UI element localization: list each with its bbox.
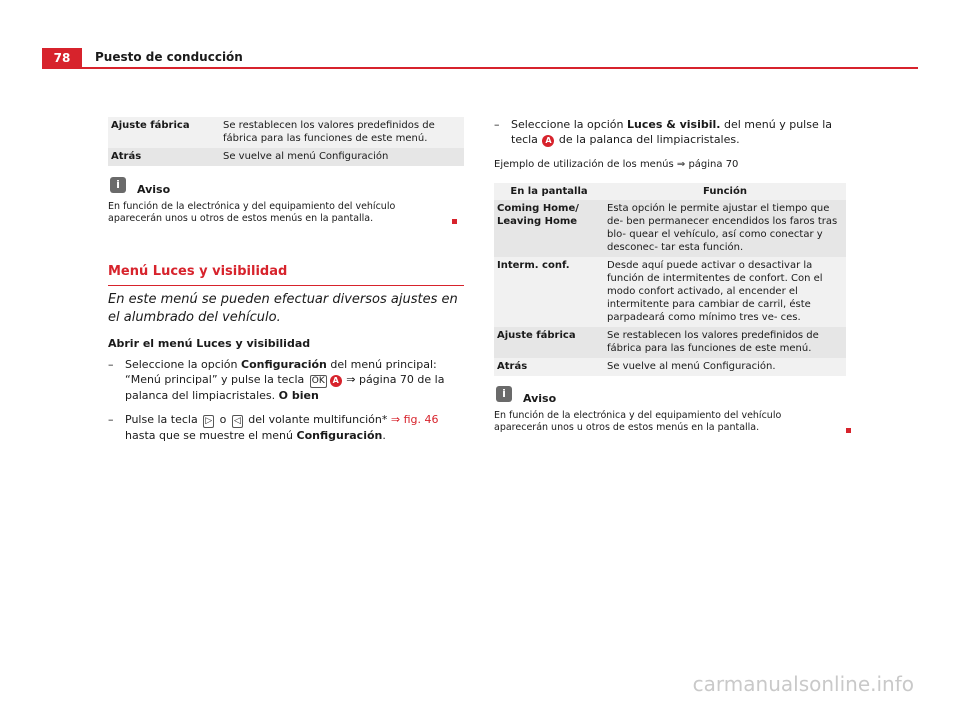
table-key: Interm. conf. bbox=[494, 257, 604, 327]
table-value: Se restablecen los valores predefinidos de fábrica para las funciones de este menú. bbox=[220, 117, 464, 148]
table-value: Desde aquí puede activar o desactivar la función de intermitentes de confort. Con el modo confort activado, al encender el intermitente para cambiar de carril, éste parpadeará como mínimo tres ve- ces. bbox=[604, 257, 846, 327]
section-title: Menú Luces y visibilidad bbox=[108, 264, 288, 279]
page-title: Puesto de conducción bbox=[95, 50, 243, 64]
table-value: Se restablecen los valores predefinidos de fábrica para las funciones de este menú. bbox=[604, 327, 846, 358]
note-title: Aviso bbox=[523, 392, 557, 405]
table-row bbox=[108, 148, 464, 166]
figure-link[interactable]: ⇒ fig. 46 bbox=[390, 413, 439, 426]
section-end-mark bbox=[846, 428, 851, 433]
table-value: Esta opción le permite ajustar el tiempo que de- ben permanecer encendidos los faros tras blo- quear el vehículo, así como conectar y desconec- tar esta función. bbox=[604, 200, 846, 257]
table-key: Ajuste fábrica bbox=[108, 117, 220, 148]
subheading: Abrir el menú Luces y visibilidad bbox=[108, 337, 311, 350]
table-header-row bbox=[494, 183, 846, 200]
note-icon: i bbox=[110, 177, 126, 193]
list-dash: – bbox=[494, 118, 500, 131]
note-text: En función de la electrónica y del equipamiento del vehículo aparecerán unos u otros de estos menús en la pantalla. bbox=[494, 410, 782, 433]
table-value: Se vuelve al menú Configuración. bbox=[604, 358, 846, 376]
table-row bbox=[494, 358, 846, 376]
example-reference: Ejemplo de utilización de los menús ⇒ página 70 bbox=[494, 159, 739, 170]
note-text: En función de la electrónica y del equipamiento del vehículo aparecerán unos u otros de estos menús en la pantalla. bbox=[108, 201, 396, 224]
table-row bbox=[494, 327, 846, 358]
header-divider bbox=[42, 67, 918, 69]
page-number: 78 bbox=[42, 48, 82, 68]
left-arrow-key-icon: ◁ bbox=[233, 416, 241, 426]
section-end-mark bbox=[452, 219, 457, 224]
table-key: Coming Home/ Leaving Home bbox=[494, 200, 604, 257]
table-key: Atrás bbox=[494, 358, 604, 376]
table-key: Atrás bbox=[108, 148, 220, 166]
table-row bbox=[494, 200, 846, 257]
right-arrow-key-icon: ▷ bbox=[205, 416, 213, 426]
list-dash: – bbox=[108, 358, 114, 371]
section-intro: En este menú se pueden efectuar diversos ajustes en el alumbrado del vehículo. bbox=[108, 292, 458, 325]
left-settings-table bbox=[108, 117, 464, 166]
step-text: Seleccione la opción Luces & visibil. del menú y pulse la tecla A de la palanca del limpiacristales. bbox=[511, 118, 833, 146]
right-settings-table bbox=[494, 183, 846, 376]
table-key: Ajuste fábrica bbox=[494, 327, 604, 358]
table-value: Se vuelve al menú Configuración bbox=[220, 148, 464, 166]
table-row bbox=[494, 257, 846, 327]
callout-a-icon: A bbox=[330, 375, 342, 387]
ok-key-icon: OK bbox=[311, 376, 325, 386]
step-text: Seleccione la opción Configuración del menú principal: “Menú principal” y pulse la tecla OK A ⇒ página 70 de la palanca del limpiacristales. O bien bbox=[125, 358, 445, 402]
column-header: En la pantalla bbox=[494, 183, 604, 200]
note-title: Aviso bbox=[137, 183, 171, 196]
note-icon: i bbox=[496, 386, 512, 402]
section-divider bbox=[108, 285, 464, 286]
watermark: carmanualsonline.info bbox=[692, 672, 914, 696]
table-row bbox=[108, 117, 464, 148]
list-dash: – bbox=[108, 413, 114, 426]
step-text: Pulse la tecla ▷ o ◁ del volante multifunción* ⇒ fig. 46 hasta que se muestre el menú Configuración. bbox=[125, 413, 439, 442]
callout-a-icon: A bbox=[542, 135, 554, 147]
column-header: Función bbox=[604, 183, 846, 200]
